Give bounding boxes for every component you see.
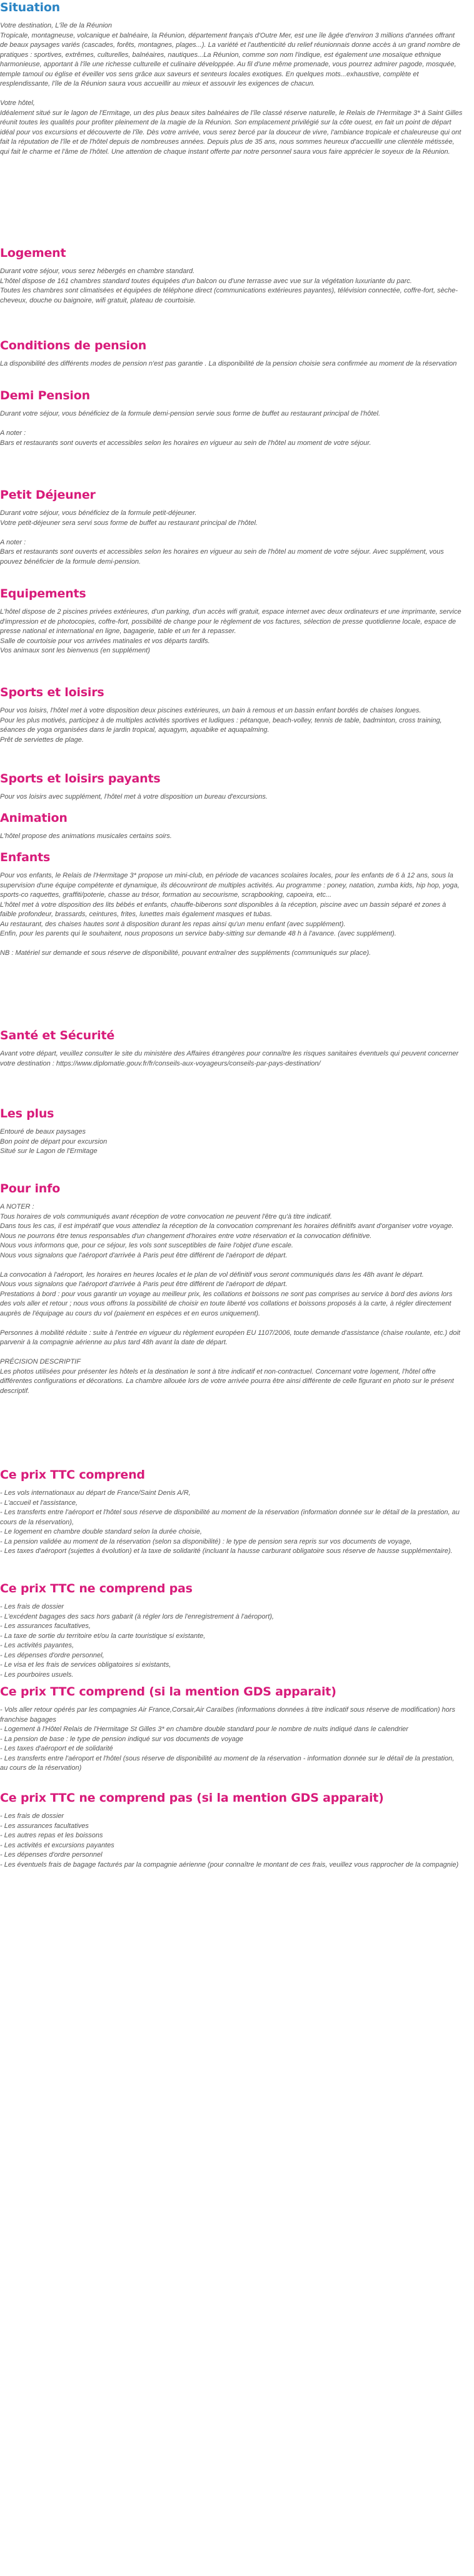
paragraph: - La pension de base : le type de pension indiqué sur vos documents de voyage (0, 1735, 243, 1743)
section-title: Logement (0, 246, 66, 260)
paragraph: Tropicale, montagneuse, volcanique et balnéaire, la Réunion, département français d'Outre Mer, est une île âgée d'environ 3 millions d'années offrant de beaux paysages variés (cascades, forêts, montagnes, plages...). La variété et l'authenticité du relief réunionnais donne accès à un grand nombre de pratiques : sportives, extrêmes, culturelles, balnéaires, nautiques...La Réunion, comme son nom l'indique, est également une mosaïque ethnique harmonieuse, apportant à l'île une richesse culturelle et culinaire développée. Au fil d'une même promenade, vous pourrez admirer pagode, mosquée, temple tamoul ou église et éveiller vos sens grâce aux saveurs et senteurs locales exotiques. En quelques mots...exhaustive, complète et resplendissante, l'île de la Réunion saura vous accueillir au mieux et assouvir les exigences de chacun. (0, 31, 460, 87)
paragraph: Nous ne pourrons être tenus responsables d'un changement d'horaires entre votre réservation et la convocation définitive. (0, 1232, 372, 1240)
paragraph: - Les dépenses d'ordre personnel (0, 1851, 103, 1859)
paragraph: La convocation à l'aéroport, les horaires en heures locales et le plan de vol définitif vous seront communiqués dans les 48h avant le départ. (0, 1271, 424, 1279)
paragraph: - Les frais de dossier (0, 1812, 64, 1820)
section-securite (0, 1028, 463, 1069)
section-body (0, 359, 463, 369)
paragraph: - La taxe de sortie du territoire et/ou la carte touristique si existante, (0, 1632, 206, 1640)
paragraph: - L'accueil et l'assistance, (0, 1499, 78, 1507)
paragraph: - Vols aller retour opérés par les compagnies Air France,Corsair,Air Caraïbes (informations données à titre indicatif sous réserve de modification) hors franchise bagages (0, 1706, 455, 1724)
paragraph: - Les vols internationaux au départ de France/Saint Denis A/R, (0, 1489, 191, 1497)
paragraph: Pour vos loisirs avec supplément, l'hôtel met à votre disposition un bureau d'excursions. (0, 793, 268, 801)
paragraph: Durant votre séjour, vous bénéficiez de la formule demi-pension servie sous forme de buffet au restaurant principal de l'hôtel. (0, 410, 381, 417)
section-ttcnon (0, 1581, 463, 1680)
section-logement (0, 246, 463, 306)
section-ttccomp (0, 1467, 463, 1557)
paragraph: Salle de courtoisie pour vos arrivées matinales et vos départs tardifs. (0, 637, 210, 645)
paragraph: Enfin, pour les parents qui le souhaitent, nous proposons un service baby-sitting sur demande 48 h à l'avance. (avec supplément). (0, 930, 396, 937)
paragraph: Au restaurant, des chaises hautes sont à disposition durant les repas ainsi qu'un menu enfant (avec supplément). (0, 920, 346, 928)
paragraph: L'hôtel dispose de 2 piscines privées extérieures, d'un parking, d'un accès wifi gratuit, espace internet avec deux ordinateurs et une imprimante, service d'impression et de photocopies, coffre-fort, possibilité de change pour le règlement de vos factures, sélection de presse quotidienne locale, espace de presse national et international en ligne, bagagerie, table et un fer à repasser. (0, 608, 461, 635)
section-body (0, 1127, 463, 1157)
section-title: Equipements (0, 587, 86, 601)
paragraph: - Les autres repas et les boissons (0, 1832, 103, 1839)
paragraph: Vos animaux sont les bienvenus (en supplément) (0, 647, 150, 654)
paragraph: - Les activités payantes, (0, 1642, 74, 1649)
paragraph: Pour vos enfants, le Relais de l'Hermitage 3* propose un mini-club, en période de vacances scolaires locales, pour les enfants de 6 à 12 ans, sous la supervision d'une équipe compétente et dynamique, ils découvriront de multiples activités. Au programme : poney, natation, zumba kids, hip hop, yoga, sports-co raquettes, graffiti/poterie, chasse au trésor, formation au secourisme, scrapbooking, capoeira, etc... (0, 872, 460, 899)
paragraph: Nous vous signalons que l'aéroport d'arrivée à Paris peut être différent de l'aéroport de départ. (0, 1281, 288, 1288)
section-title: Petit Déjeuner (0, 488, 96, 502)
paragraph: Idéalement situé sur le lagon de l'Ermitage, un des plus beaux sites balnéaires de l'île classé réserve naturelle, le Relais de l'Hermitage 3* à Saint Gilles réunit toutes les qualités pour profiter pleinement de la magie de la Réunion. Son emplacement privilégié sur la côte ouest, en fait un point de départ idéal pour vos excursions et découverte de l'île. Dès votre arrivée, vous serez bercé par la douceur de vivre, l'ambiance tropicale et chaleureuse qui ont fait la réputation de l'île et de l'hôtel depuis de nombreuses années. Depuis plus de 35 ans, nous sommes heureux d'accueillir une clientèle métissée, qui fait le charme et l'âme de l'hôtel. Une attention de chaque instant offerte par notre personnel saura vous faire apprécier le soyeux de la Réunion. (0, 109, 463, 156)
paragraph: - Le visa et les frais de services obligatoires si existants, (0, 1661, 171, 1669)
paragraph: Prestations à bord : pour vous garantir un voyage au meilleur prix, les collations et boissons ne sont pas comprises au service à bord des avions lors des vols aller et retour ; nous vous offrons la possibilité de choisir en toute liberté vos collations et boissons proposés à la carte, à régler directement auprès de l'équipage au cours du vol (paiement en espèces et en euros uniquement). (0, 1290, 453, 1317)
section-enfants (0, 850, 463, 959)
paragraph: Nous vous signalons que l'aéroport d'arrivée à Paris peut être différent de l'aéroport de départ. (0, 1251, 288, 1259)
paragraph: Avant votre départ, veuillez consulter le site du ministère des Affaires étrangères pour connaître les risques sanitaires éventuels qui peuvent concerner votre destination : https://www.diplomatie.gouv.fr/fr/conseils-aux-voyageurs/conseils-par-pays-destination/ (0, 1050, 459, 1067)
paragraph: Nous vous informons que, pour ce séjour, les vols sont susceptibles de faire l'objet d'une escale. (0, 1242, 293, 1249)
paragraph: - Les pourboires usuels. (0, 1670, 74, 1679)
section-pension (0, 338, 463, 369)
section-body (0, 1489, 463, 1557)
blank-line (0, 1348, 463, 1358)
paragraph: Entouré de beaux paysages (0, 1128, 86, 1136)
section-body (0, 706, 463, 745)
section-body (0, 1202, 463, 1396)
paragraph: - Logement à l'Hôtel Relais de l'Hermitage St Gilles 3* en chambre double standard pour le nombre de nuits indiqué dans le calendrier (0, 1725, 408, 1733)
section-petitdej (0, 487, 463, 567)
section-sports (0, 685, 463, 745)
section-title: Ce prix TTC comprend (si la mention GDS apparait) (0, 1685, 336, 1699)
paragraph: Toutes les chambres sont climatisées et équipées de téléphone direct (communications extérieures payantes), télévision connectée, coffre-fort, sèche-cheveux, douche ou baignoire, wifi gratuit, plateau de courtoisie. (0, 287, 458, 304)
paragraph: Bon point de départ pour excursion (0, 1137, 108, 1146)
section-situation (0, 0, 463, 157)
section-title: Ce prix TTC comprend (0, 1468, 145, 1482)
section-body (0, 832, 463, 842)
paragraph: - Le logement en chambre double standard selon la durée choisie, (0, 1528, 202, 1535)
paragraph: A noter : (0, 429, 26, 437)
blank-line (0, 1261, 463, 1271)
paragraph: L'hôtel propose des animations musicales certains soirs. (0, 832, 172, 840)
section-title: Ce prix TTC ne comprend pas (0, 1582, 193, 1595)
paragraph: Pour vos loisirs, l'hôtel met à votre disposition deux piscines extérieures, un bain à remous et un bassin enfant bordés de chaises longues. (0, 707, 421, 714)
paragraph: A NOTER : (0, 1203, 34, 1211)
paragraph: - Les taxes d'aéroport et de solidarité (0, 1745, 113, 1752)
paragraph: Durant votre séjour, vous bénéficiez de la formule petit-déjeuner. (0, 509, 197, 517)
section-body (0, 267, 463, 306)
paragraph: PRÉCISION DESCRIPTIF (0, 1358, 81, 1365)
paragraph: - Les assurances facultatives, (0, 1622, 91, 1630)
section-title: Santé et Sécurité (0, 1029, 115, 1042)
section-body (0, 607, 463, 656)
section-body (0, 792, 463, 802)
section-gdscomp (0, 1684, 463, 1774)
paragraph: Situé sur le Lagon de l'Ermitage (0, 1147, 98, 1155)
section-title: Enfants (0, 851, 51, 864)
paragraph: L'hôtel dispose de 161 chambres standard toutes équipées d'un balcon ou d'une terrasse avec vue sur la végétation luxuriante du parc. (0, 277, 412, 285)
paragraph: NB : Matériel sur demande et sous réserve de disponibilité, pouvant entraîner des suppléments (communiqués sur place). (0, 949, 371, 957)
blank-line (0, 89, 463, 99)
section-demi (0, 388, 463, 448)
paragraph: Bars et restaurants sont ouverts et accessibles selon les horaires en vigueur au sein de l'hôtel au moment de votre séjour. Avec supplément, vous pouvez bénéficier de la formule demi-pension. (0, 548, 444, 566)
paragraph: - La pension validée au moment de la réservation (selon sa disponibilité) : le type de pension sera repris sur vos documents de voyage, (0, 1537, 412, 1545)
section-body (0, 1812, 463, 1870)
paragraph: Bars et restaurants sont ouverts et accessibles selon les horaires en vigueur au sein de l'hôtel au moment de votre séjour. (0, 439, 371, 447)
section-body (0, 871, 463, 959)
paragraph: La disponibilité des différents modes de pension n'est pas garantie . La disponibilité de la pension choisie sera confirmée au moment de la réservation (0, 360, 457, 367)
paragraph: - Les frais de dossier (0, 1603, 64, 1610)
section-title: Sports et loisirs payants (0, 772, 161, 786)
section-body (0, 1705, 463, 1774)
paragraph: Votre petit-déjeuner sera servi sous forme de buffet au restaurant principal de l'hôtel. (0, 519, 258, 527)
section-body (0, 1049, 463, 1069)
paragraph: Prêt de serviettes de plage. (0, 736, 84, 744)
section-gdsnon (0, 1790, 463, 1870)
section-title: Demi Pension (0, 389, 90, 402)
paragraph: Pour les plus motivés, participez à de multiples activités sportives et ludiques : pétanque, beach-volley, tennis de table, badminton, cross training, séances de yoga organisées dans le jardin tropical, aquagym, aquabike et aquapalming. (0, 716, 442, 734)
paragraph: - Les taxes d'aéroport (sujettes à évolution) et la taxe de solidarité (incluant la hausse carburant obligatoire sous réserve de hausse supplémentaire). (0, 1547, 453, 1555)
section-sportspay (0, 771, 463, 802)
paragraph: Dans tous les cas, il est impératif que vous attendiez la réception de la convocation comprenant les horaires définitifs avant d'organiser votre voyage. (0, 1222, 454, 1230)
section-title: Pour info (0, 1182, 61, 1196)
section-body (0, 1602, 463, 1680)
paragraph: - L'excédent bagages des sacs hors gabarit (à régler lors de l'enregistrement à l'aéroport), (0, 1612, 274, 1620)
section-plus (0, 1106, 463, 1157)
section-body (0, 21, 463, 157)
paragraph: Les photos utilisées pour présenter les hôtels et la destination le sont à titre indicatif et non-contractuel. Concernant votre logement, l'hôtel offre différentes configurations et décorations. La chambre allouée lors de votre arrivée pourra être ainsi différente de celle figurant en photo sur le présent descriptif. (0, 1367, 454, 1395)
section-animation (0, 811, 463, 842)
paragraph: Votre hôtel, (0, 99, 35, 107)
blank-line (0, 1319, 463, 1329)
paragraph: - Les dépenses d'ordre personnel, (0, 1651, 104, 1659)
section-info (0, 1181, 463, 1396)
paragraph: L'hôtel met à votre disposition des lits bébés et enfants, chauffe-biberons sont disponibles à la réception, piscine avec un bassin séparé et zones à faible profondeur, brassards, ceintures, frites, lunettes mais également masques et tubas. (0, 901, 446, 918)
section-title: Sports et loisirs (0, 686, 104, 699)
blank-line (0, 528, 463, 538)
section-title: Ce prix TTC ne comprend pas (si la mention GDS apparait) (0, 1791, 384, 1805)
section-title: Les plus (0, 1107, 54, 1121)
paragraph: - Les assurances facultatives (0, 1822, 89, 1830)
paragraph: - Les transferts entre l'aéroport et l'hôtel (sous réserve de disponibilité au moment de la réservation - information donnée sur le détail de la prestation, au cours de la réservation) (0, 1754, 455, 1772)
paragraph: A noter : (0, 538, 26, 546)
paragraph: Durant votre séjour, vous serez hébergés en chambre standard. (0, 267, 195, 275)
paragraph: Personnes à mobilité réduite : suite à l'entrée en vigueur du règlement européen EU 1107/2006, toute demande d'assistance (chaise roulante, etc.) doit parvenir à la compagnie aérienne au plus tard 48h avant la date de départ. (0, 1329, 460, 1346)
section-title: Animation (0, 811, 68, 825)
paragraph: - Les transferts entre l'aéroport et l'hôtel sous réserve de disponibilité au moment de la réservation (information donnée sur le détail de la prestation, au cours de la réservation), (0, 1509, 460, 1526)
section-body (0, 509, 463, 567)
paragraph: - Les éventuels frais de bagage facturés par la compagnie aérienne (pour connaître le montant de ces frais, veuillez vous rapprocher de la compagnie) (0, 1860, 459, 1869)
section-title: Conditions de pension (0, 339, 147, 352)
section-title: Situation (0, 1, 61, 14)
section-equipements (0, 586, 463, 656)
blank-line (0, 419, 463, 429)
paragraph: Votre destination, L'île de la Réunion (0, 22, 113, 29)
paragraph: Tous horaires de vols communiqués avant réception de votre convocation ne peuvent l'être qu'à titre indicatif. (0, 1212, 332, 1221)
blank-line (0, 939, 463, 949)
section-body (0, 409, 463, 448)
paragraph: - Les activités et excursions payantes (0, 1841, 114, 1849)
